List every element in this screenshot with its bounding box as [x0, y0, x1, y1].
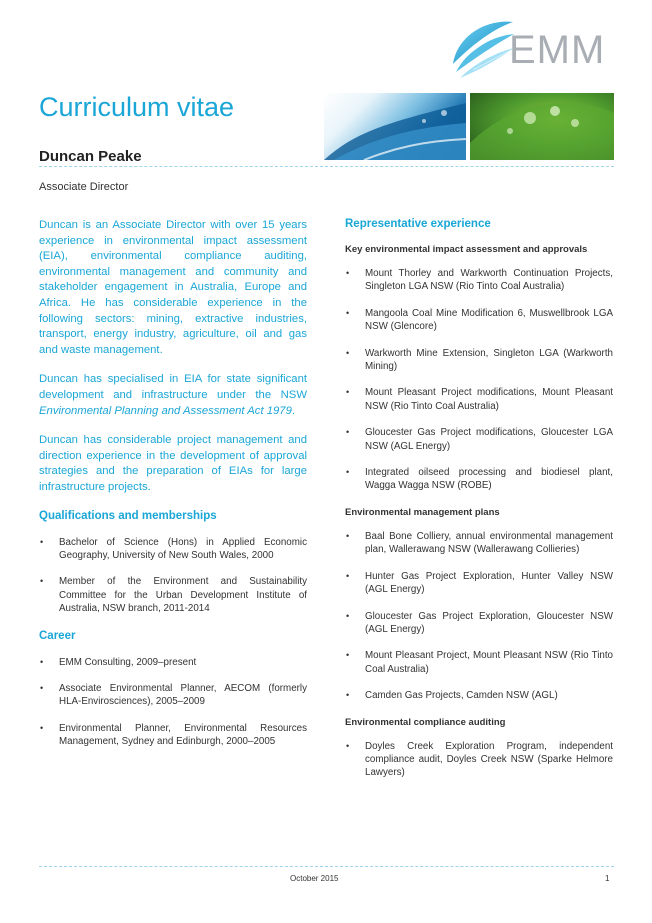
section-title-emp: Environmental management plans: [345, 506, 500, 518]
qualifications-heading: Qualifications and memberships: [39, 509, 217, 522]
bullet-icon: •: [346, 650, 350, 661]
left-column: [39, 218, 307, 763]
intro-paragraph: Duncan is an Associate Director with over 15 years experience in environmental impact assessment (EIA), environmental compliance auditing, environmental management and community and stakeholder engagement in Australia, Europe and Africa. He has considerable experience in the following sectors: mining, extractive industries, transport, energy industry, agriculture, oil and gas and waste management.: [39, 219, 307, 356]
intro-paragraph: Duncan has specialised in EIA for state significant development and infrastructure under the NSW Environmental Planning and Assessment Act 1979.: [39, 373, 307, 417]
logo-wordmark: EMM: [509, 28, 606, 72]
list-item: • Hunter Gas Project Exploration, Hunter Valley NSW (AGL Energy): [346, 570, 613, 596]
leaf-swirl-icon: [448, 14, 518, 84]
page-number: 1: [605, 874, 610, 883]
leaf-photo: [470, 93, 614, 160]
list-item: • Mount Pleasant Project, Mount Pleasant NSW (Rio Tinto Coal Australia): [346, 650, 613, 675]
list-item: • Baal Bone Colliery, annual environmental management plan, Wallerawang NSW (Wallerawang Collieries): [346, 530, 613, 556]
list-item: • Camden Gas Projects, Camden NSW (AGL): [346, 690, 558, 702]
career-list: [39, 656, 307, 749]
footer-date: October 2015: [290, 874, 339, 883]
right-column: [345, 218, 613, 794]
qualifications-list: [39, 536, 307, 616]
act-name: Environmental Planning and Assessment Act 1979: [39, 404, 292, 417]
list-item: • Warkworth Mine Extension, Singleton LGA (Warkworth Mining): [346, 347, 613, 373]
list-item: • Environmental Planner, Environmental Resources Management, Sydney and Edinburgh, 2000–2005: [40, 722, 307, 748]
section-title-audit: Environmental compliance auditing: [345, 716, 506, 728]
intro-paragraph: Duncan has considerable project management and direction experience in the development of approval strategies and the preparation of EIAs for large infrastructure projects.: [39, 434, 307, 493]
list-item: • Member of the Environment and Sustainability Committee for the Urban Development Institute of Australia, NSW branch, 2011-2014: [40, 576, 307, 615]
bullet-icon: •: [346, 740, 350, 751]
list-item: • Integrated oilseed processing and biodiesel plant, Wagga Wagga NSW (ROBE): [346, 467, 613, 492]
list-item: • Bachelor of Science (Hons) in Applied Economic Geography, University of New South Wales, 2000: [40, 536, 307, 561]
bullet-icon: •: [346, 690, 350, 701]
water-photo: [324, 93, 466, 160]
list-item: • Gloucester Gas Project Exploration, Gloucester NSW (AGL Energy): [346, 610, 613, 635]
emp-list: [345, 530, 613, 703]
list-item: • Mangoola Coal Mine Modification 6, Muswellbrook LGA NSW (Glencore): [346, 307, 613, 333]
list-item: • Mount Pleasant Project modifications, Mount Pleasant NSW (Rio Tinto Coal Australia): [346, 387, 613, 412]
intro-text: [39, 218, 307, 496]
person-name: Duncan Peake: [39, 148, 142, 165]
audit-list: [345, 740, 613, 780]
bullet-icon: •: [40, 682, 44, 693]
experience-heading: Representative experience: [345, 218, 491, 230]
list-item: • Doyles Creek Exploration Program, independent compliance audit, Doyles Creek NSW (Sparke Helmore Lawyers): [346, 740, 613, 779]
page-title: Curriculum vitae: [39, 92, 235, 122]
eia-list: [345, 267, 613, 493]
bullet-icon: •: [346, 570, 350, 581]
bullet-icon: •: [40, 722, 44, 733]
section-title-eia: Key environmental impact assessment and approvals: [345, 244, 588, 255]
bullet-icon: •: [346, 610, 350, 621]
list-item: • Mount Thorley and Warkworth Continuation Projects, Singleton LGA NSW (Rio Tinto Coal Australia): [346, 268, 613, 293]
list-item: • Associate Environmental Planner, AECOM (formerly HLA-Envirosciences), 2005–2009: [40, 682, 307, 708]
bullet-icon: •: [40, 656, 44, 667]
footer-divider: [39, 866, 614, 867]
bullet-icon: •: [346, 387, 350, 398]
list-item: • Gloucester Gas Project modifications, Gloucester LGA NSW (AGL Energy): [346, 427, 613, 452]
bullet-icon: •: [346, 268, 350, 278]
emm-logo: [448, 14, 616, 84]
bullet-icon: •: [346, 467, 350, 478]
bullet-icon: •: [40, 576, 44, 587]
header-divider: [39, 166, 614, 167]
list-item: • EMM Consulting, 2009–present: [40, 656, 197, 668]
bullet-icon: •: [346, 347, 350, 358]
person-role: Associate Director: [39, 181, 129, 193]
career-heading: Career: [39, 629, 76, 642]
bullet-icon: •: [346, 307, 350, 318]
bullet-icon: •: [346, 530, 350, 541]
bullet-icon: •: [40, 536, 44, 547]
bullet-icon: •: [346, 427, 350, 438]
